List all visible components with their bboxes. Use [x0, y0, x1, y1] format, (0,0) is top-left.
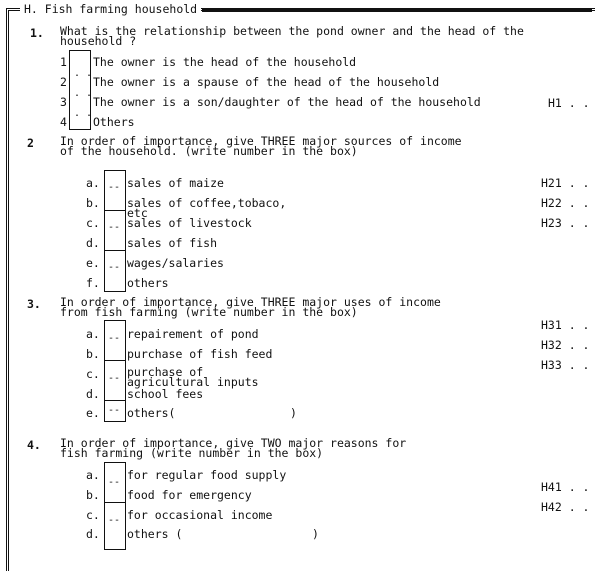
q3-code: H33 . .: [541, 358, 590, 372]
q2-option-label-cont: etc: [127, 206, 148, 220]
q4-option-label: others (: [127, 527, 183, 541]
q2-option-letter: f.: [86, 276, 100, 290]
q3-option-label-cont: agricultural inputs: [127, 375, 259, 389]
section-title: H. Fish farming household: [20, 2, 201, 16]
q2-option-letter: a.: [86, 176, 100, 190]
q2-text-line2: of the household. (write number in the box): [60, 144, 358, 158]
q3-option-letter: d.: [86, 387, 100, 401]
q3-code: H32 . .: [541, 338, 590, 352]
q1-option-num: 1: [60, 55, 67, 69]
q4-option-label: food for emergency: [127, 488, 252, 502]
q3-code: H31 . .: [541, 318, 590, 332]
q2-option-label: others: [127, 276, 169, 290]
q1-option-num: 3: [60, 95, 67, 109]
q4-option-letter: d.: [86, 527, 100, 541]
q4-option-close: ): [312, 527, 319, 541]
q3-option-label: purchase of: [127, 365, 204, 379]
q3-option-close: ): [290, 406, 297, 420]
q2-option-label: wages/salaries: [127, 256, 224, 270]
q4-text-line2: fish farming (write number in the box): [60, 446, 324, 460]
q3-option-label: school fees: [127, 387, 204, 401]
q2-option-label: sales of fish: [127, 236, 218, 250]
q3-option-letter: b.: [86, 347, 100, 361]
q2-number: 2: [27, 136, 34, 150]
q3-number: 3.: [27, 297, 41, 311]
q4-option-letter: a.: [86, 468, 100, 482]
q1-number: 1.: [30, 26, 44, 40]
q4-option-label: for occasional income: [127, 508, 273, 522]
q4-code: H41 . .: [541, 480, 590, 494]
q4-option-letter: b.: [86, 488, 100, 502]
q4-answer-box[interactable]: [104, 462, 126, 550]
q2-code: H22 . .: [541, 196, 590, 210]
q1-text-line1: What is the relationship between the pond owner and the head of the: [60, 24, 524, 38]
q1-code: H1 . .: [548, 96, 590, 110]
q4-code: H42 . .: [541, 500, 590, 514]
q1-option-num: 2: [60, 75, 67, 89]
q2-option-label: sales of livestock: [127, 216, 252, 230]
q2-option-label: sales of maize: [127, 176, 224, 190]
q3-option-letter: a.: [86, 327, 100, 341]
q3-text-line1: In order of importance, give THREE major uses of income: [60, 295, 441, 309]
q3-option-label: others(: [127, 406, 176, 420]
q1-option-label: The owner is a son/daughter of the head of the household: [93, 95, 481, 109]
q3-text-line2: from fish farming (write number in the box): [60, 305, 358, 319]
q1-option-num: 4: [60, 115, 67, 129]
q2-code: H23 . .: [541, 216, 590, 230]
q4-number: 4.: [27, 438, 41, 452]
q1-dots: . .: [74, 68, 93, 79]
q3-option-letter: c.: [86, 367, 100, 381]
q1-text-line2: household ?: [60, 34, 137, 48]
q1-option-label: The owner is a spause of the head of the household: [93, 75, 440, 89]
q3-option-label: purchase of fish feed: [127, 347, 273, 361]
q3-option-label: repairement of pond: [127, 327, 259, 341]
q4-option-label: for regular food supply: [127, 468, 287, 482]
q3-option-letter: e.: [86, 406, 100, 420]
q2-code: H21 . .: [541, 176, 590, 190]
q2-option-letter: d.: [86, 236, 100, 250]
q4-text-line1: In order of importance, give TWO major reasons for: [60, 436, 407, 450]
q4-option-letter: c.: [86, 508, 100, 522]
q2-text-line1: In order of importance, give THREE major sources of income: [60, 134, 462, 148]
q1-option-label: Others: [93, 115, 135, 129]
q2-option-letter: e.: [86, 256, 100, 270]
section-rule: [202, 9, 592, 12]
q2-option-letter: b.: [86, 196, 100, 210]
q1-option-label: The owner is the head of the household: [93, 55, 357, 69]
q2-option-letter: c.: [86, 216, 100, 230]
q2-option-label: sales of coffee,tobaco,: [127, 196, 287, 210]
